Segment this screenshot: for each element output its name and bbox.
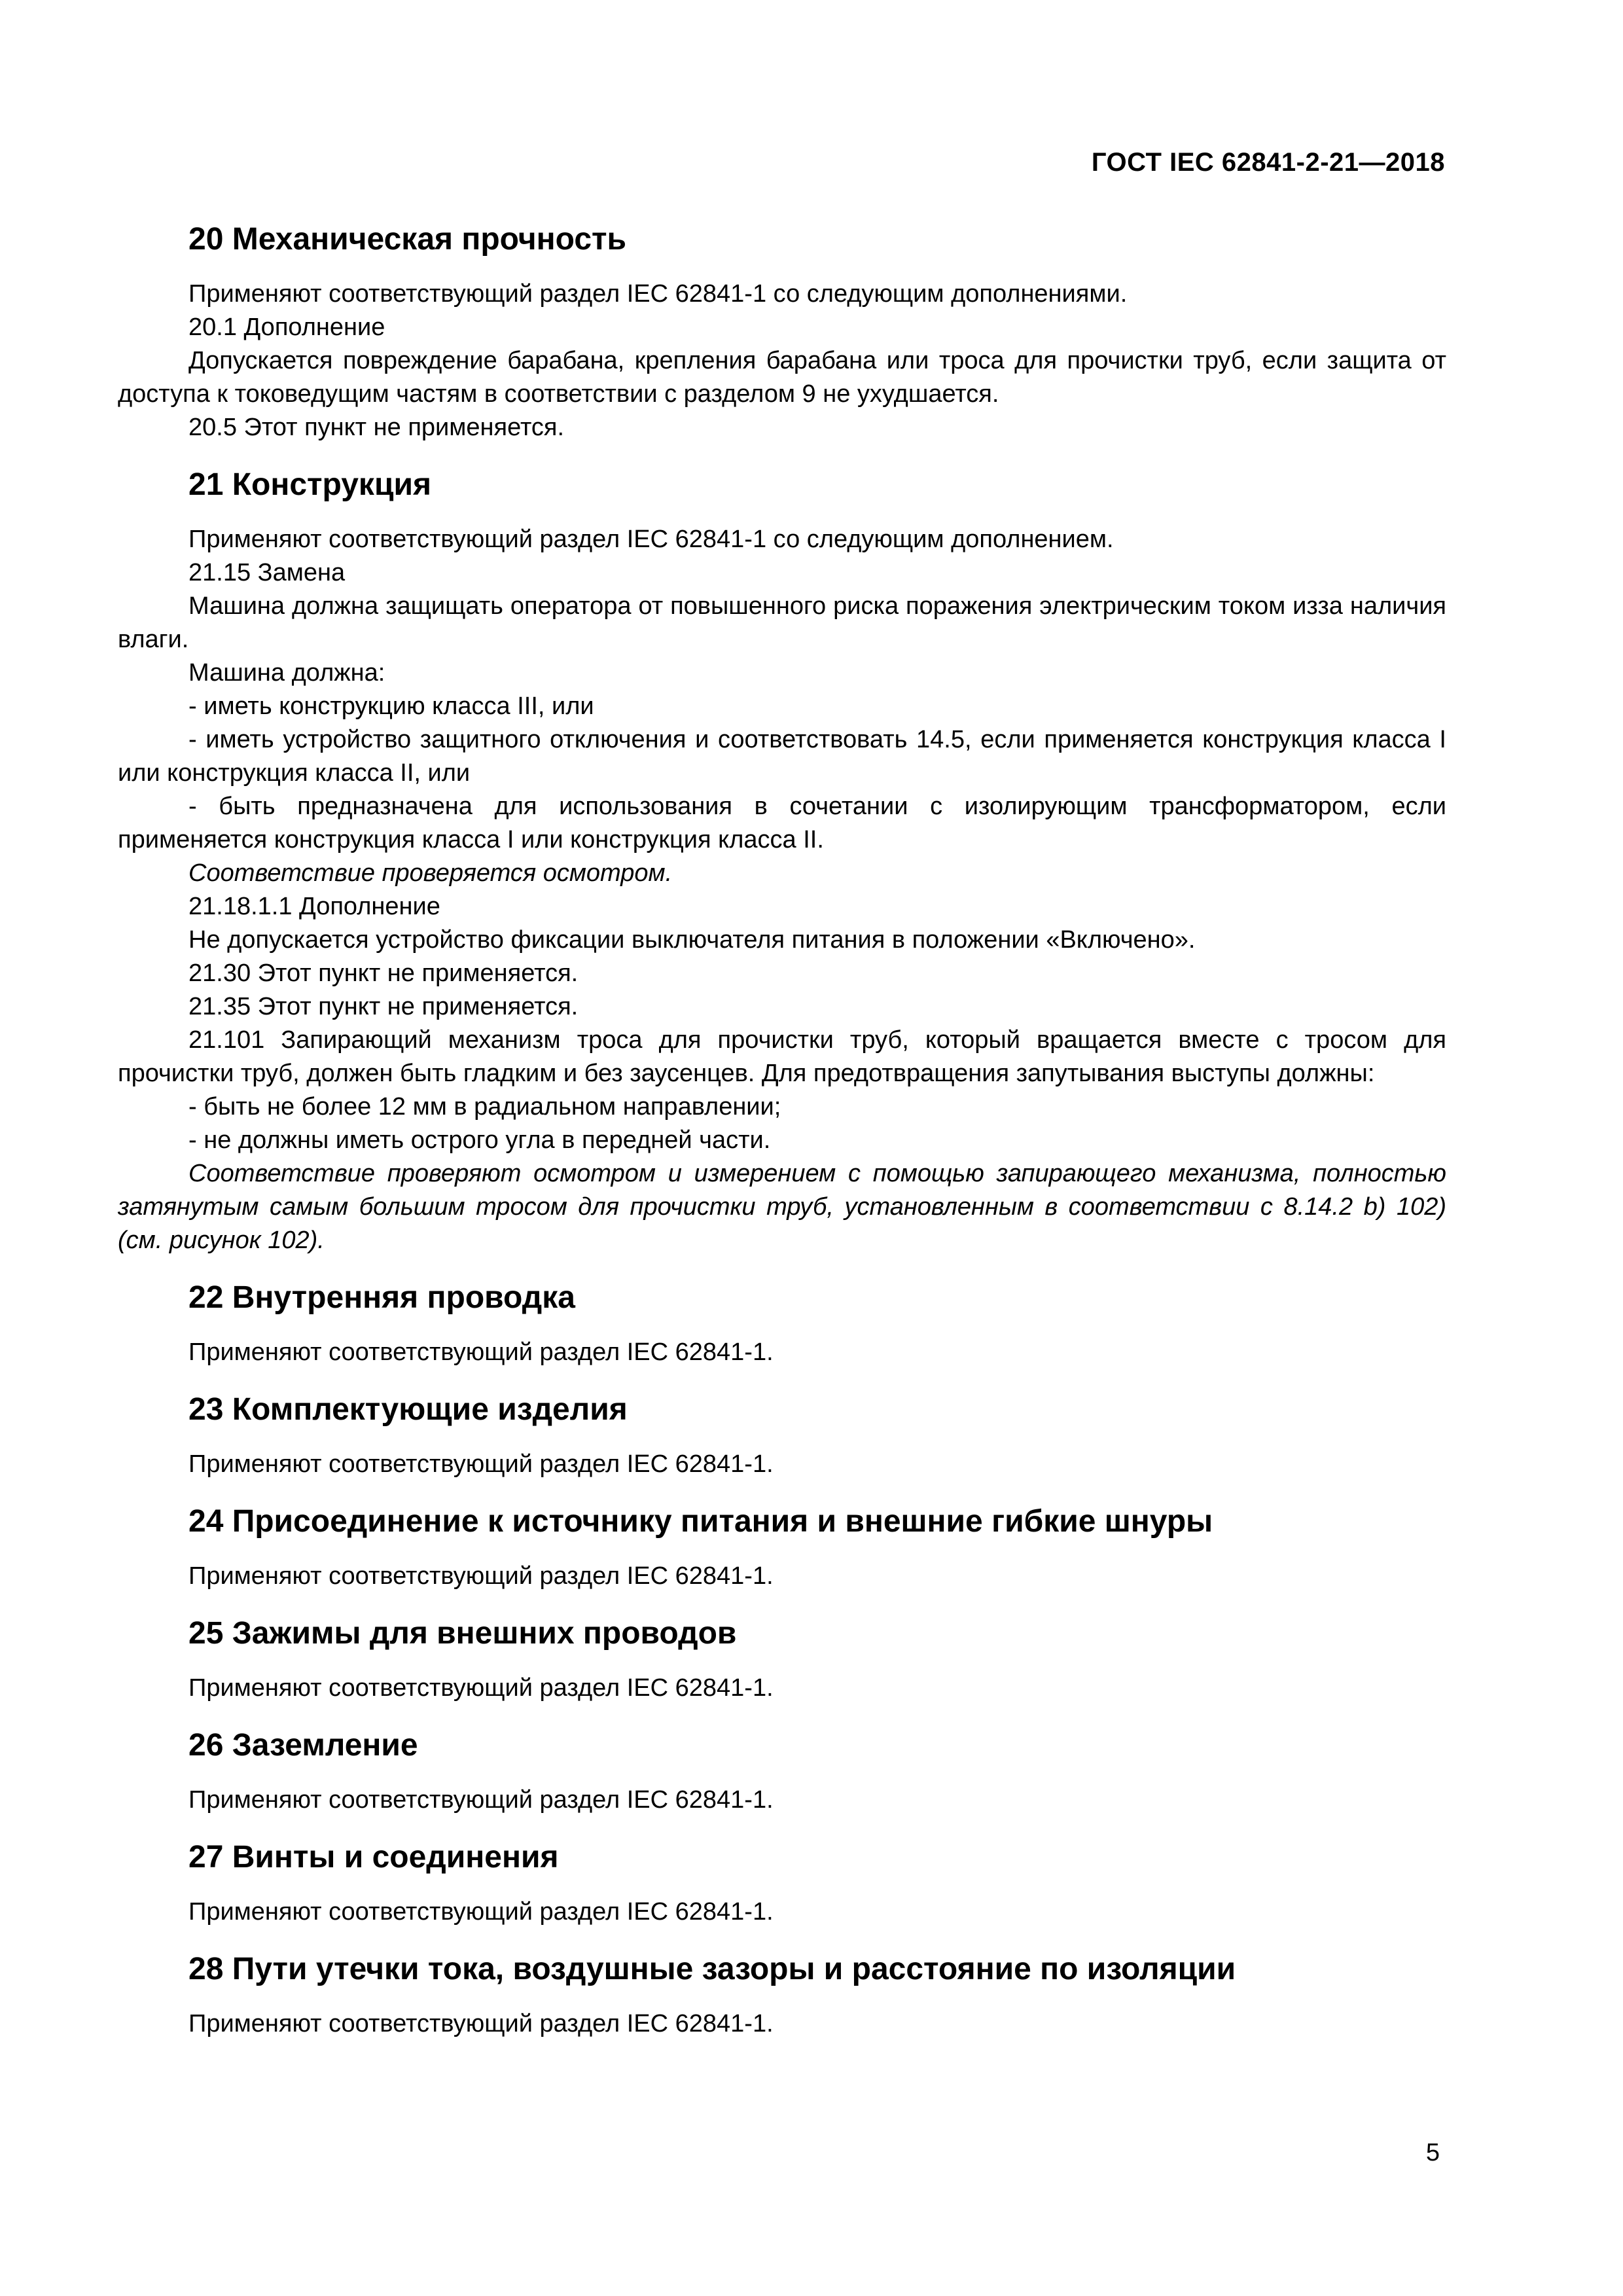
paragraph: 20.5 Этот пункт не применяется.: [188, 414, 565, 441]
list-item: - иметь конструкцию класса III, или: [188, 692, 594, 720]
paragraph: 20.1 Дополнение: [188, 314, 385, 341]
section-heading: 21 Конструкция: [188, 467, 431, 502]
section-26: [118, 1726, 1446, 1817]
section-heading: 20 Механическая прочность: [188, 222, 627, 257]
page-content: [118, 220, 1446, 2041]
section-23: [118, 1390, 1446, 1481]
paragraph: 21.35 Этот пункт не применяется.: [188, 993, 579, 1020]
paragraph: Машина должна защищать оператора от повышенного риска поражения электрическим током изза наличия влаги.: [118, 592, 1446, 653]
compliance-note: Соответствие проверяют осмотром и измерением с помощью запирающего механизма, полностью затянутым самым большим тросом для прочистки труб, установленным в соответствии с 8.14.2 b) 102) (см. рисунок 102).: [118, 1160, 1446, 1254]
section-25: [118, 1614, 1446, 1705]
paragraph: 21.30 Этот пункт не применяется.: [188, 960, 579, 987]
paragraph: Машина должна:: [188, 659, 385, 687]
paragraph: Допускается повреждение барабана, крепления барабана или троса для прочистки труб, если защита от доступа к токоведущим частям в соответствии с разделом 9 не ухудшается.: [118, 347, 1446, 408]
page-number: 5: [1425, 2139, 1440, 2166]
document-id-header: ГОСТ IEC 62841-2-21—2018: [1091, 148, 1445, 177]
paragraph: 21.15 Замена: [188, 559, 346, 586]
section-heading: 24 Присоединение к источнику питания и внешние гибкие шнуры: [188, 1504, 1213, 1539]
section-28: [118, 1950, 1446, 2041]
section-20: [118, 220, 1446, 444]
paragraph: Применяют соответствующий раздел IEC 62841-1.: [188, 1674, 774, 1702]
paragraph: Применяют соответствующий раздел IEC 62841-1.: [188, 1786, 774, 1814]
paragraph: Применяют соответствующий раздел IEC 62841-1.: [188, 1338, 774, 1366]
compliance-note: Соответствие проверяется осмотром.: [188, 859, 673, 887]
paragraph: Применяют соответствующий раздел IEC 62841-1 со следующим дополнением.: [188, 526, 1114, 553]
paragraph: Не допускается устройство фиксации выключателя питания в положении «Включено».: [188, 926, 1196, 954]
section-heading: 23 Комплектующие изделия: [188, 1392, 628, 1427]
list-item: - быть предназначена для использования в сочетании с изолирующим трансформатором, если применяется конструкция класса I или конструкция класса II.: [118, 793, 1446, 853]
list-item: - быть не более 12 мм в радиальном направлении;: [188, 1093, 781, 1121]
section-heading: 28 Пути утечки тока, воздушные зазоры и расстояние по изоляции: [188, 1952, 1236, 1986]
paragraph: Применяют соответствующий раздел IEC 62841-1.: [188, 1450, 774, 1478]
list-item: - не должны иметь острого угла в передней части.: [188, 1126, 771, 1154]
list-item: - иметь устройство защитного отключения и соответствовать 14.5, если применяется конструкция класса I или конструкция класса II, или: [118, 726, 1446, 787]
section-heading: 27 Винты и соединения: [188, 1840, 559, 1874]
section-21: [118, 465, 1446, 1257]
paragraph: 21.18.1.1 Дополнение: [188, 893, 440, 920]
paragraph: Применяют соответствующий раздел IEC 62841-1.: [188, 2010, 774, 2037]
paragraph: Применяют соответствующий раздел IEC 62841-1.: [188, 1562, 774, 1590]
section-22: [118, 1278, 1446, 1369]
paragraph: 21.101 Запирающий механизм троса для прочистки труб, который вращается вместе с тросом для прочистки труб, должен быть гладким и без заусенцев. Для предотвращения запутывания выступы должны:: [118, 1026, 1446, 1087]
section-24: [118, 1502, 1446, 1593]
section-heading: 26 Заземление: [188, 1728, 418, 1763]
paragraph: Применяют соответствующий раздел IEC 62841-1 со следующим дополнениями.: [188, 280, 1128, 308]
paragraph: Применяют соответствующий раздел IEC 62841-1.: [188, 1898, 774, 1926]
section-heading: 25 Зажимы для внешних проводов: [188, 1616, 737, 1651]
section-27: [118, 1838, 1446, 1929]
section-heading: 22 Внутренняя проводка: [188, 1280, 575, 1315]
